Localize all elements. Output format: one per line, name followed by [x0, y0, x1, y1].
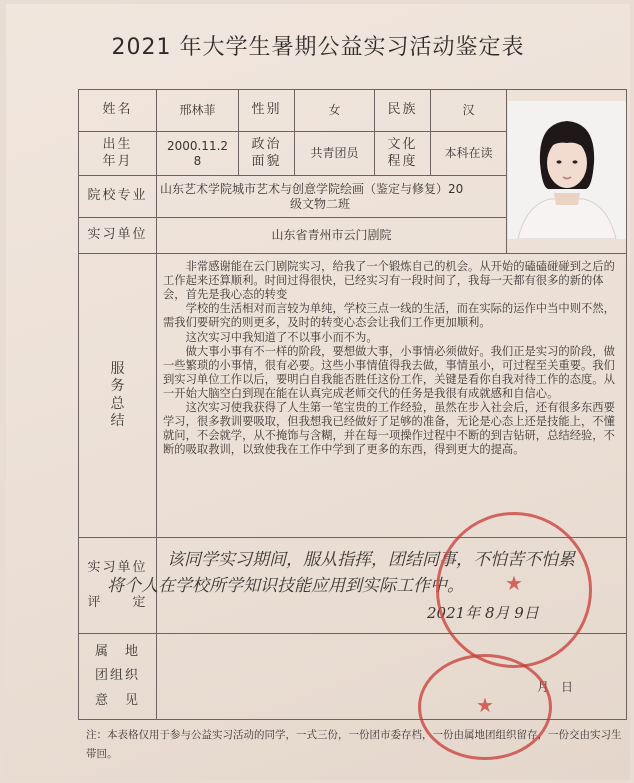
summary-paragraph: 学校的生活相对而言较为单纯，学校三点一线的生活，而在实际的运作中当中则不然，需我们要研究的则更多，及时的转变心态会让我们工作更加顺利。: [163, 302, 615, 330]
summary-text: [157, 254, 627, 538]
applicant-photo: [507, 90, 627, 254]
form-paper: [6, 4, 630, 780]
league-stamp: ★: [418, 654, 552, 760]
footnote: 注：本表格仅用于参与公益实习活动的同学，一式三份，一份团市委存档，一份由属地团组织留存，一份交由实习生带回。: [86, 729, 622, 760]
summary-label: 服 务 总 结: [79, 254, 157, 538]
birth-value: 2000.11.2 8: [157, 132, 239, 176]
education-value: 本科在读: [431, 132, 507, 176]
ethnicity-label: 民族: [375, 90, 431, 132]
form-title: 2021 年大学生暑期公益实习活动鉴定表: [111, 35, 525, 60]
internship-label: 实习单位: [79, 218, 157, 254]
evaluation-line-2: 将个人在学校所学知识技能应用到实际工作中。: [107, 576, 464, 596]
community-date: 月 日: [537, 680, 574, 694]
summary-paragraph: 这次实习中我知道了不以事小而不为。: [185, 330, 378, 344]
ethnicity-value: 汉: [431, 90, 507, 132]
school-value: 山东艺术学院城市艺术与创意学院绘画（鉴定与修复）20 级文物二班: [157, 176, 507, 218]
summary-paragraph: 非常感谢能在云门剧院实习，给我了一个锻炼自己的机会。从开始的磕磕碰碰到之后的工作起来还算顺利。时间过得很快，已经实习有一段时间了，我每一天都有很多的新的体会，首先是我心态的转变: [163, 260, 615, 302]
gender-label: 性别: [239, 90, 295, 132]
name-label: 姓名: [79, 90, 157, 132]
internship-value: 山东省青州市云门剧院: [157, 218, 507, 254]
evaluation-date: 2021年 8月 9日: [427, 604, 539, 622]
gender-value: 女: [295, 90, 375, 132]
evaluation-line-1: 该同学实习期间，服从指挥，团结同事，不怕苦不怕累: [167, 550, 575, 570]
summary-paragraph: 这次实习使我获得了人生第一笔宝贵的工作经验，虽然在步入社会后，还有很多东西要学习，很多教训要吸取，但我想我已经做好了足够的准备，无论是心态上还是技能上，不懂就问，不会就学，从不掩饰与含糊，并在每一项操作过程中不断的到吉钻研，总结经验，不断的吸取教训，以致使我在工作中学到了更多的东西，得到更大的提高。: [163, 401, 615, 457]
politics-label: 政治 面貌: [239, 132, 295, 176]
name-value: 邢林菲: [157, 90, 239, 132]
summary-paragraph: 做大事小事有不一样的阶段，要想做大事，小事情必须做好。我们正是实习的阶段，做一些繁琐的小事情，很有必要。这些小事情值得我去做，事情虽小，可过程至关重要。我们到实习单位工作以后，要明白自我能否胜任这份工作，关键是看你自我对待工作的态度。从一开始大脑空白到现在能在认真完成老师交代的任务是我很有成就感和自信心。: [163, 344, 615, 400]
community-label: 属 地 团组织 意 见: [79, 634, 157, 720]
education-label: 文化 程度: [375, 132, 431, 176]
evaluation-label: 实习单位 评 定: [79, 538, 157, 634]
birth-label: 出生 年月: [79, 132, 157, 176]
school-label: 院校专业: [79, 176, 157, 218]
politics-value: 共青团员: [295, 132, 375, 176]
theater-stamp: ★: [436, 512, 592, 668]
portrait-image: [508, 101, 626, 239]
